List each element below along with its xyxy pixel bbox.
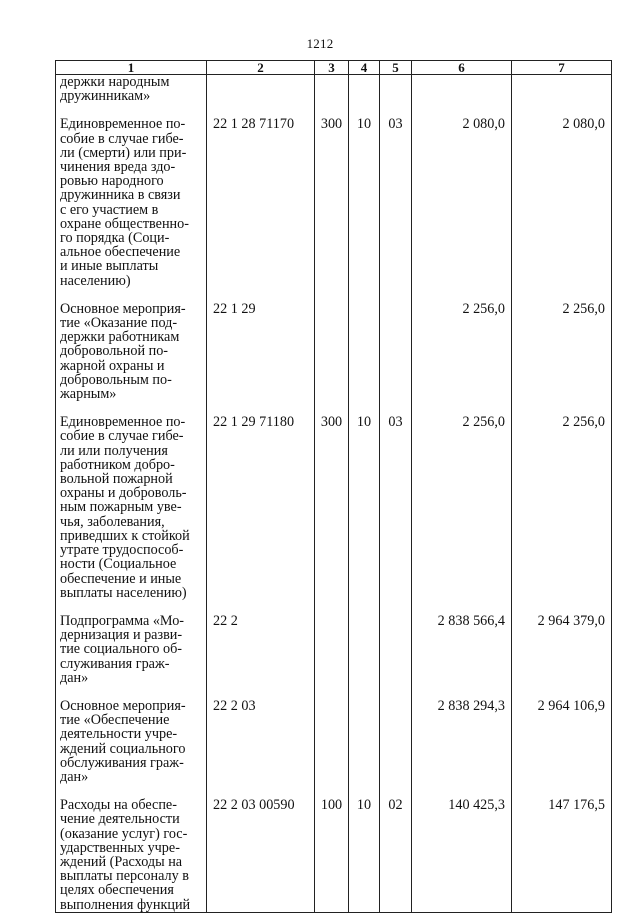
row-sum-1 [412, 75, 512, 104]
row-spacer [56, 685, 612, 699]
row-name-line: охране общественно- [60, 215, 189, 232]
row-name [56, 75, 207, 104]
row-name-line: держки народным [60, 74, 170, 90]
row-name-line: дан» [60, 669, 89, 686]
row-rz: 10 [349, 415, 380, 600]
row-name-line: приведших к стойкой [60, 527, 190, 544]
spacer-cell [380, 784, 412, 798]
header-col-4: 4 [349, 61, 380, 75]
row-name-line: работником добро- [60, 456, 175, 473]
row-vr: 300 [315, 415, 349, 600]
row-name-line: выполнения функций [60, 896, 191, 913]
spacer-cell [56, 600, 207, 614]
row-name-line: ударственных учре- [60, 839, 180, 856]
row-name-line: Единовременное по- [60, 116, 186, 133]
spacer-cell [349, 103, 380, 117]
row-spacer [56, 784, 612, 798]
row-name-line: ждений социального [60, 740, 186, 757]
spacer-cell [207, 784, 315, 798]
row-name [56, 798, 207, 912]
row-code: 22 2 [207, 614, 315, 685]
row-pr [380, 614, 412, 685]
row-rz: 10 [349, 798, 380, 912]
row-sum-1: 2 256,0 [412, 302, 512, 401]
row-name-line: ждений (Расходы на [60, 853, 183, 870]
header-col-2: 2 [207, 61, 315, 75]
row-name-line: Расходы на обеспе- [60, 797, 177, 814]
row-name-line: выплаты персоналу в [60, 868, 189, 885]
row-sum-2: 2 964 106,9 [512, 699, 612, 784]
spacer-cell [512, 401, 612, 415]
spacer-cell [380, 401, 412, 415]
row-sum-1: 2 838 566,4 [412, 614, 512, 685]
table-row [56, 798, 612, 912]
row-code: 22 1 29 [207, 302, 315, 401]
row-spacer [56, 288, 612, 302]
row-spacer [56, 103, 612, 117]
spacer-cell [380, 600, 412, 614]
spacer-cell [207, 685, 315, 699]
row-name-line: утрате трудоспособ- [60, 542, 184, 559]
row-vr [315, 302, 349, 401]
row-name [56, 302, 207, 401]
row-name-line: тие «Оказание под- [60, 315, 178, 332]
row-code [207, 75, 315, 104]
row-sum-1: 2 838 294,3 [412, 699, 512, 784]
row-spacer [56, 401, 612, 415]
spacer-cell [380, 103, 412, 117]
row-name-line: жарной охраны и [60, 357, 165, 374]
row-name-line: добровольной по- [60, 343, 169, 360]
spacer-cell [349, 784, 380, 798]
row-sum-1: 140 425,3 [412, 798, 512, 912]
budget-table [55, 60, 612, 913]
row-name-line: добровольным по- [60, 371, 172, 388]
row-sum-2: 2 256,0 [512, 415, 612, 600]
spacer-cell [512, 784, 612, 798]
row-sum-1: 2 080,0 [412, 117, 512, 287]
row-name-line: собие в случае гибе- [60, 130, 184, 147]
row-code: 22 1 29 71180 [207, 415, 315, 600]
row-name-line: ности (Социальное [60, 556, 177, 573]
row-pr: 02 [380, 798, 412, 912]
spacer-cell [315, 600, 349, 614]
row-rz [349, 614, 380, 685]
table-row [56, 75, 612, 104]
table-row [56, 117, 612, 287]
row-name-line: чинения вреда здо- [60, 159, 176, 176]
row-name-line: ли (смерти) или при- [60, 144, 187, 161]
row-name-line: чение деятельности [60, 811, 180, 828]
row-rz: 10 [349, 117, 380, 287]
table-row [56, 699, 612, 784]
row-name-line: с его участием в [60, 201, 159, 218]
row-name-line: Основное мероприя- [60, 697, 186, 714]
row-vr [315, 614, 349, 685]
table-row [56, 415, 612, 600]
row-name-line: собие в случае гибе- [60, 428, 184, 445]
row-name-line: дан» [60, 768, 89, 785]
row-name [56, 117, 207, 287]
row-name-line: выплаты населению) [60, 584, 187, 601]
row-sum-2: 147 176,5 [512, 798, 612, 912]
spacer-cell [512, 685, 612, 699]
row-name-line: и иные выплаты [60, 258, 159, 275]
row-pr [380, 75, 412, 104]
row-sum-1: 2 256,0 [412, 415, 512, 600]
spacer-cell [56, 288, 207, 302]
row-name-line: деятельности учре- [60, 726, 178, 743]
row-name-line: ли или получения [60, 442, 168, 459]
spacer-cell [512, 103, 612, 117]
row-name-line: Подпрограмма «Мо- [60, 612, 185, 629]
row-name-line: обслуживания граж- [60, 754, 184, 771]
row-name-line: дружинника в связи [60, 187, 181, 204]
row-rz [349, 699, 380, 784]
spacer-cell [412, 103, 512, 117]
spacer-cell [349, 685, 380, 699]
row-name-line: целях обеспечения [60, 882, 174, 899]
row-vr [315, 699, 349, 784]
spacer-cell [380, 288, 412, 302]
row-name-line: дружинникам» [60, 88, 151, 105]
spacer-cell [315, 103, 349, 117]
spacer-cell [207, 103, 315, 117]
spacer-cell [56, 103, 207, 117]
spacer-cell [56, 401, 207, 415]
row-sum-2: 2 964 379,0 [512, 614, 612, 685]
row-code: 22 2 03 00590 [207, 798, 315, 912]
spacer-cell [349, 401, 380, 415]
row-pr: 03 [380, 117, 412, 287]
spacer-cell [412, 401, 512, 415]
row-name-line: населению) [60, 272, 131, 289]
row-name-line: тие социального об- [60, 641, 183, 658]
spacer-cell [315, 784, 349, 798]
header-col-1: 1 [56, 61, 207, 75]
row-name [56, 415, 207, 600]
row-name [56, 614, 207, 685]
spacer-cell [315, 288, 349, 302]
row-vr: 300 [315, 117, 349, 287]
table-header-row [56, 61, 612, 75]
row-name-line: охраны и доброволь- [60, 485, 187, 502]
row-code: 22 2 03 [207, 699, 315, 784]
spacer-cell [412, 600, 512, 614]
row-rz [349, 75, 380, 104]
spacer-cell [56, 784, 207, 798]
spacer-cell [380, 685, 412, 699]
row-name-line: альное обеспечение [60, 244, 181, 261]
row-name-line: чья, заболевания, [60, 513, 165, 530]
row-name-line: служивания граж- [60, 655, 170, 672]
row-pr [380, 699, 412, 784]
row-name-line: тие «Обеспечение [60, 712, 170, 729]
spacer-cell [56, 685, 207, 699]
header-col-5: 5 [380, 61, 412, 75]
row-pr: 03 [380, 415, 412, 600]
row-sum-2: 2 080,0 [512, 117, 612, 287]
spacer-cell [315, 685, 349, 699]
row-name-line: дернизация и разви- [60, 627, 183, 644]
row-name-line: Основное мероприя- [60, 300, 186, 317]
row-rz [349, 302, 380, 401]
row-name-line: ным пожарным уве- [60, 499, 182, 516]
spacer-cell [412, 784, 512, 798]
row-name-line: Единовременное по- [60, 414, 186, 431]
row-code: 22 1 28 71170 [207, 117, 315, 287]
row-sum-2 [512, 75, 612, 104]
spacer-cell [349, 600, 380, 614]
row-name-line: вольной пожарной [60, 471, 173, 488]
header-col-7: 7 [512, 61, 612, 75]
table-row [56, 302, 612, 401]
table-row [56, 614, 612, 685]
row-name-line: го порядка (Соци- [60, 230, 170, 247]
row-vr [315, 75, 349, 104]
header-col-6: 6 [412, 61, 512, 75]
spacer-cell [207, 288, 315, 302]
spacer-cell [512, 600, 612, 614]
row-name [56, 699, 207, 784]
spacer-cell [512, 288, 612, 302]
spacer-cell [412, 288, 512, 302]
spacer-cell [315, 401, 349, 415]
row-sum-2: 2 256,0 [512, 302, 612, 401]
row-name-line: жарным» [60, 386, 117, 403]
spacer-cell [207, 401, 315, 415]
row-name-line: ровью народного [60, 173, 164, 190]
row-name-line: (оказание услуг) гос- [60, 825, 188, 842]
row-spacer [56, 600, 612, 614]
spacer-cell [349, 288, 380, 302]
row-name-line: держки работникам [60, 329, 180, 346]
table-body [56, 75, 612, 913]
spacer-cell [207, 600, 315, 614]
row-pr [380, 302, 412, 401]
row-name-line: обеспечение и иные [60, 570, 182, 587]
header-col-3: 3 [315, 61, 349, 75]
spacer-cell [412, 685, 512, 699]
row-vr: 100 [315, 798, 349, 912]
page-number: 1212 [306, 36, 334, 51]
